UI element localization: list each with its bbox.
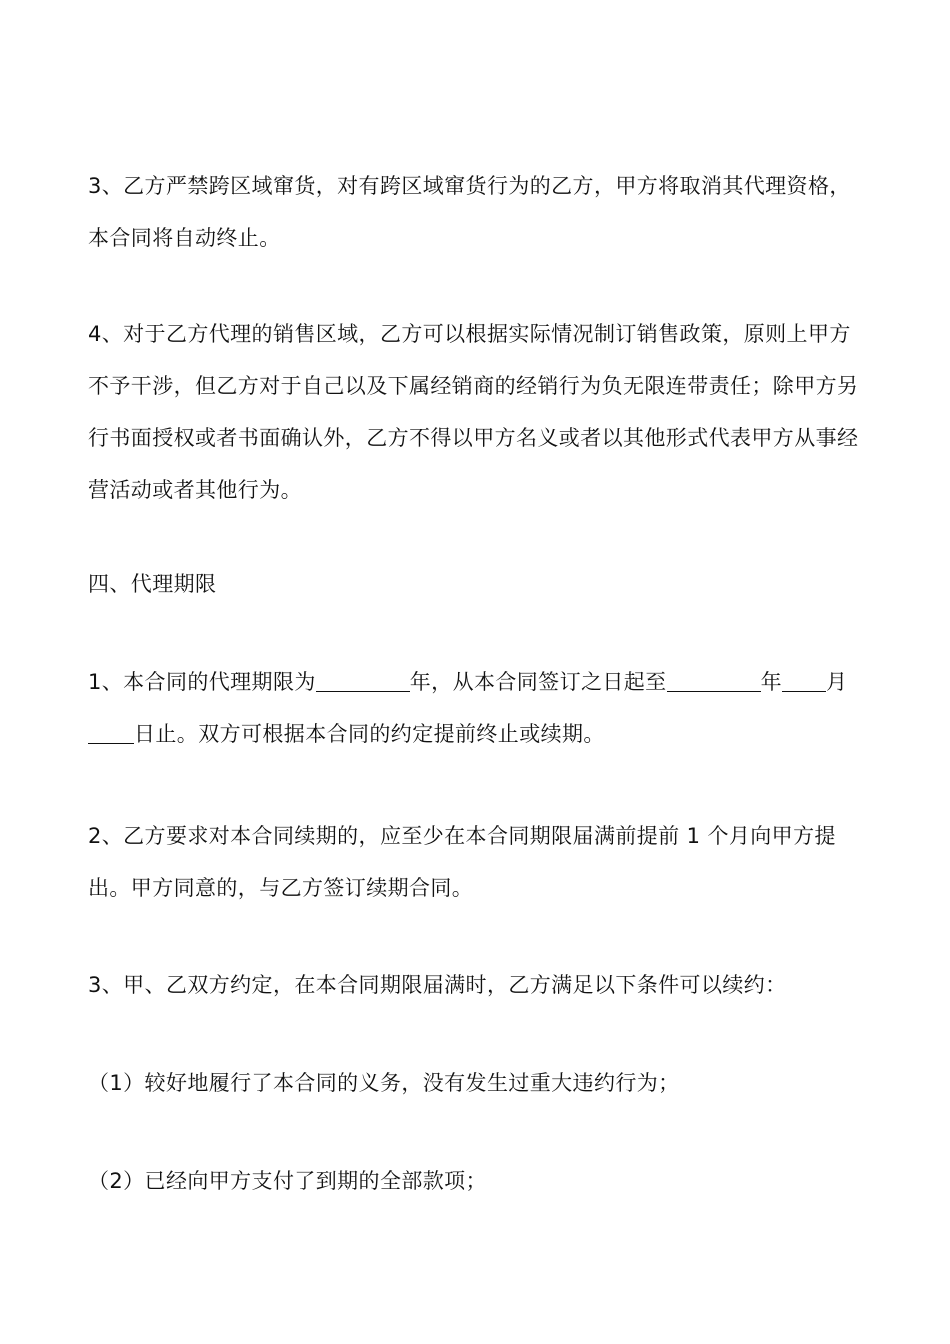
term-text-3: 年: [760, 670, 782, 694]
term-text-5: 日止。双方可根据本合同的约定提前终止或续期。: [134, 722, 605, 746]
clause-1-agency-term: [88, 656, 866, 760]
term-text-1: 1、本合同的代理期限为: [88, 670, 316, 694]
clause-2-renewal-request: 2、乙方要求对本合同续期的，应至少在本合同期限届满前提前 1 个月向甲方提出。甲方同意的，与乙方签订续期合同。: [88, 824, 836, 900]
fill-blank-month-part1: [782, 670, 804, 692]
fill-blank-years: [316, 670, 410, 692]
condition-2-payments: （2）已经向甲方支付了到期的全部款项；: [88, 1169, 487, 1193]
clause-4-sales-policy: 4、对于乙方代理的销售区域，乙方可以根据实际情况制订销售政策，原则上甲方不予干涉，但乙方对于自己以及下属经销商的经销行为负无限连带责任；除甲方另行书面授权或者书面确认外，乙方不得以甲方名义或者以其他形式代表甲方从事经营活动或者其他行为。: [88, 322, 859, 502]
fill-blank-month-part2: [804, 670, 826, 692]
clause-3-no-cross-region-selling: 3、乙方严禁跨区域窜货，对有跨区域窜货行为的乙方，甲方将取消其代理资格，本合同将自动终止。: [88, 174, 851, 250]
section-heading-agency-term: 四、代理期限: [88, 572, 217, 596]
clause-3-renewal-conditions: 3、甲、乙双方约定，在本合同期限届满时，乙方满足以下条件可以续约：: [88, 973, 787, 997]
condition-1-obligations: （1）较好地履行了本合同的义务，没有发生过重大违约行为；: [88, 1071, 680, 1095]
term-text-2: 年，从本合同签订之日起至: [409, 670, 667, 694]
fill-blank-end-year: [667, 670, 761, 692]
fill-blank-day: [88, 722, 134, 744]
term-text-4: 月: [825, 670, 848, 694]
